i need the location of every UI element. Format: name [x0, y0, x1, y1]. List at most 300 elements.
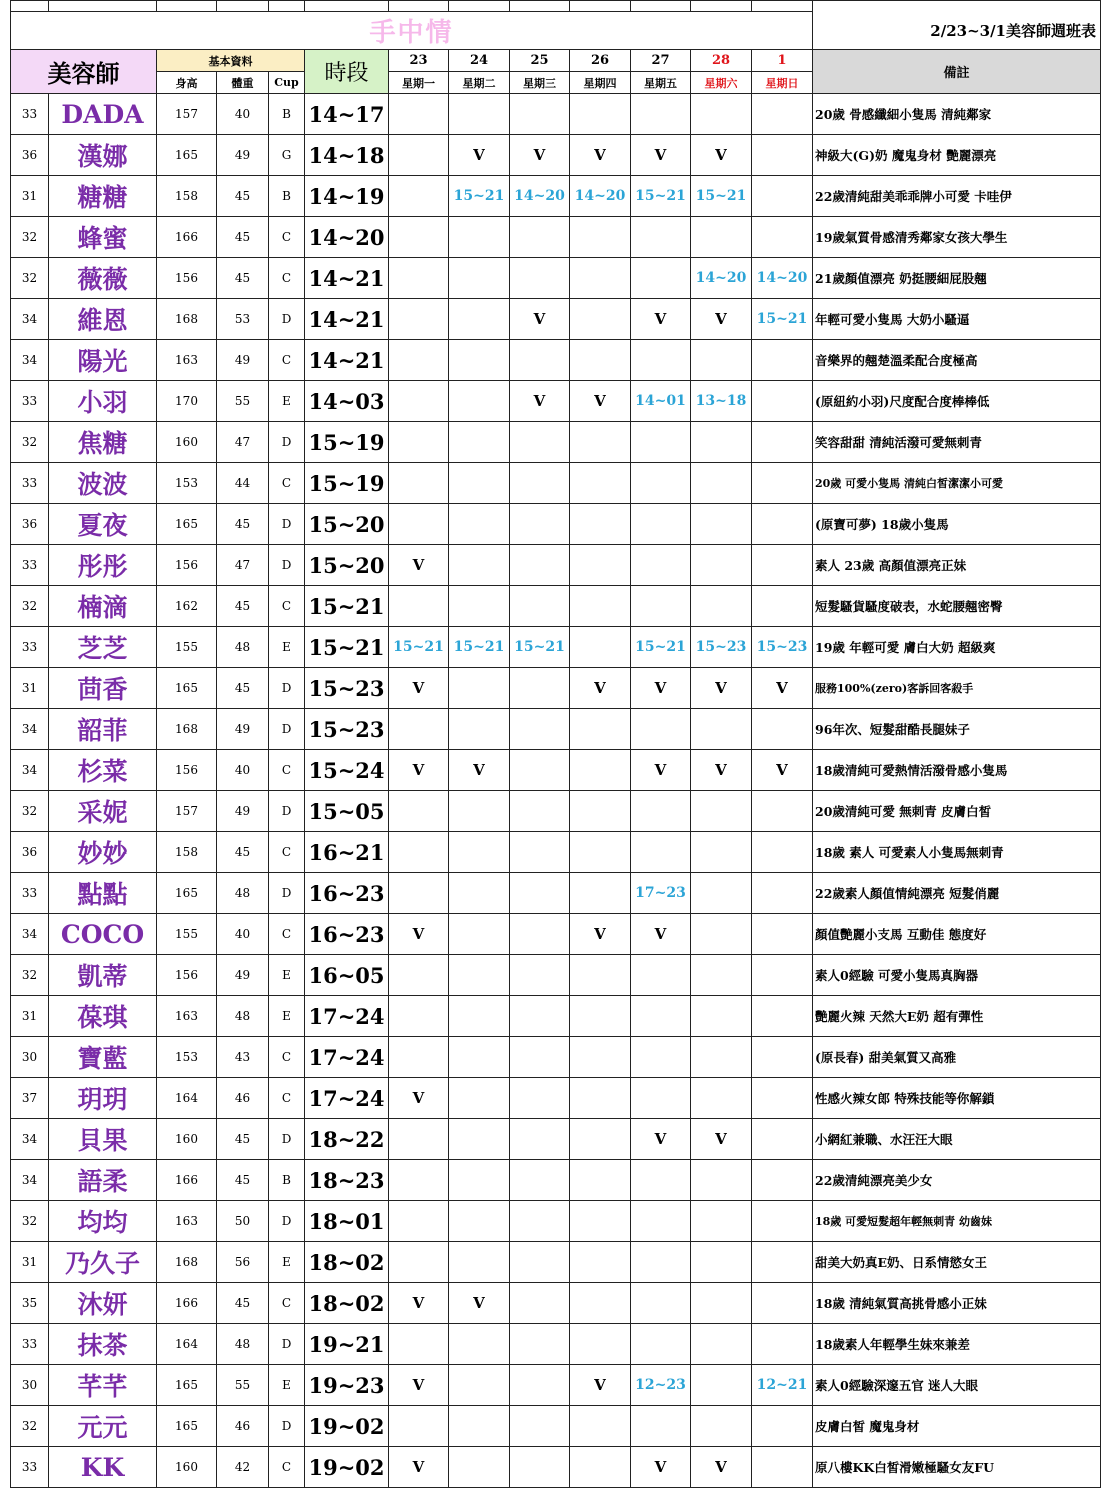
beautician-name: 波波 [49, 463, 157, 504]
weight-cell: 43 [217, 1037, 269, 1078]
time-slot-cell: 15~20 [305, 545, 389, 586]
shift-cell: V [752, 668, 813, 709]
shift-cell [449, 258, 510, 299]
note-cell: 22歲素人顏值情純漂亮 短髮俏麗 [813, 873, 1101, 914]
shift-cell [631, 709, 691, 750]
shift-cell [570, 1283, 631, 1324]
weight-cell: 42 [217, 1447, 269, 1488]
age-cell: 36 [11, 504, 49, 545]
cup-cell: C [269, 1283, 305, 1324]
shift-cell [691, 791, 752, 832]
shift-cell [752, 1037, 813, 1078]
weight-cell: 48 [217, 627, 269, 668]
height-cell: 160 [157, 1119, 217, 1160]
shift-cell [510, 586, 570, 627]
beautician-name: 元元 [49, 1406, 157, 1447]
age-cell: 35 [11, 1283, 49, 1324]
cup-cell: D [269, 504, 305, 545]
weight-cell: 55 [217, 1365, 269, 1406]
table-row [11, 996, 1101, 1037]
time-slot-cell: 16~21 [305, 832, 389, 873]
shift-cell [691, 1037, 752, 1078]
weekday-header: 星期一 [389, 72, 449, 94]
age-cell: 32 [11, 1201, 49, 1242]
weight-cell: 45 [217, 504, 269, 545]
height-cell: 155 [157, 914, 217, 955]
shift-cell [752, 217, 813, 258]
shift-cell [449, 873, 510, 914]
note-cell: 21歲顏值漂亮 奶挺腰細屁股翹 [813, 258, 1101, 299]
shift-cell [389, 1324, 449, 1365]
age-cell: 37 [11, 1078, 49, 1119]
age-cell: 33 [11, 1324, 49, 1365]
note-cell: (原長春) 甜美氣質又高雅 [813, 1037, 1101, 1078]
shift-cell [389, 873, 449, 914]
time-slot-cell: 15~23 [305, 668, 389, 709]
beautician-name: 沐妍 [49, 1283, 157, 1324]
time-slot-cell: 18~02 [305, 1242, 389, 1283]
shift-cell: 15~21 [631, 627, 691, 668]
beautician-name: 彤彤 [49, 545, 157, 586]
note-cell: 甜美大奶真E奶、日系情慾女王 [813, 1242, 1101, 1283]
table-row [11, 791, 1101, 832]
height-cell: 156 [157, 545, 217, 586]
title-row [11, 12, 1101, 50]
height-cell: 158 [157, 176, 217, 217]
shift-cell: V [389, 750, 449, 791]
weight-cell: 53 [217, 299, 269, 340]
shift-cell: 15~21 [631, 176, 691, 217]
height-cell: 156 [157, 955, 217, 996]
shift-cell: V [691, 1119, 752, 1160]
shift-cell [449, 422, 510, 463]
shift-cell: 13~18 [691, 381, 752, 422]
shift-cell [631, 1406, 691, 1447]
shift-cell: V [631, 668, 691, 709]
shift-cell [510, 1078, 570, 1119]
shift-cell [570, 94, 631, 135]
shift-cell [631, 955, 691, 996]
weight-cell: 50 [217, 1201, 269, 1242]
shift-cell [389, 996, 449, 1037]
shift-cell: V [389, 1447, 449, 1488]
note-cell: 素人0經驗 可愛小隻馬真胸器 [813, 955, 1101, 996]
shift-cell [389, 135, 449, 176]
table-row [11, 217, 1101, 258]
date-header: 28 [691, 50, 752, 72]
note-cell: 艷麗火辣 天然大E奶 超有彈性 [813, 996, 1101, 1037]
shift-cell [510, 1365, 570, 1406]
weight-cell: 47 [217, 422, 269, 463]
shift-cell: 15~21 [510, 627, 570, 668]
weight-cell: 46 [217, 1406, 269, 1447]
shift-cell [752, 996, 813, 1037]
shift-cell [389, 1119, 449, 1160]
shift-cell [389, 1406, 449, 1447]
shift-cell: 14~20 [752, 258, 813, 299]
shift-cell [510, 1283, 570, 1324]
cup-cell: B [269, 1160, 305, 1201]
cup-cell: G [269, 135, 305, 176]
shift-cell [631, 340, 691, 381]
height-cell: 165 [157, 504, 217, 545]
shift-cell: V [510, 135, 570, 176]
cup-cell: B [269, 94, 305, 135]
height-cell: 160 [157, 1447, 217, 1488]
height-cell: 165 [157, 668, 217, 709]
shift-cell: 15~21 [691, 176, 752, 217]
shift-cell [570, 340, 631, 381]
time-slot-cell: 14~18 [305, 135, 389, 176]
cup-cell: D [269, 873, 305, 914]
shift-cell: V [389, 1365, 449, 1406]
shift-cell: 14~20 [691, 258, 752, 299]
shift-cell [570, 1447, 631, 1488]
shift-cell: 15~21 [449, 627, 510, 668]
cup-cell: C [269, 1447, 305, 1488]
weekday-header: 星期日 [752, 72, 813, 94]
shift-cell [449, 299, 510, 340]
cup-cell: C [269, 258, 305, 299]
shift-cell [691, 955, 752, 996]
height-cell: 166 [157, 1283, 217, 1324]
note-cell: 22歲清純甜美乖乖牌小可愛 卡哇伊 [813, 176, 1101, 217]
shift-cell [691, 873, 752, 914]
height-cell: 170 [157, 381, 217, 422]
weight-cell: 48 [217, 873, 269, 914]
weight-header: 體重 [217, 72, 269, 94]
note-cell: 22歲清純漂亮美少女 [813, 1160, 1101, 1201]
note-cell: 18歲 素人 可愛素人小隻馬無刺青 [813, 832, 1101, 873]
weight-cell: 56 [217, 1242, 269, 1283]
notes-header: 備註 [813, 50, 1101, 94]
shift-cell: V [389, 545, 449, 586]
table-row [11, 1201, 1101, 1242]
beautician-name: 妙妙 [49, 832, 157, 873]
shift-cell [752, 1119, 813, 1160]
shift-cell [389, 1037, 449, 1078]
weight-cell: 47 [217, 545, 269, 586]
height-cell: 163 [157, 340, 217, 381]
shift-cell [570, 422, 631, 463]
age-cell: 32 [11, 422, 49, 463]
age-cell: 33 [11, 94, 49, 135]
height-cell: 168 [157, 299, 217, 340]
note-cell: 小網紅兼職、水汪汪大眼 [813, 1119, 1101, 1160]
note-cell: 音樂界的翹楚溫柔配合度極高 [813, 340, 1101, 381]
age-cell: 33 [11, 545, 49, 586]
note-cell: 短髮騷貨騷度破表，水蛇腰翹密臀 [813, 586, 1101, 627]
note-cell: 19歲氣質骨感清秀鄰家女孩大學生 [813, 217, 1101, 258]
beautician-name: 薇薇 [49, 258, 157, 299]
age-cell: 30 [11, 1037, 49, 1078]
table-row [11, 709, 1101, 750]
shift-cell [510, 955, 570, 996]
shift-cell [570, 832, 631, 873]
shift-cell: 14~20 [510, 176, 570, 217]
shift-cell: V [691, 135, 752, 176]
shift-cell [510, 1447, 570, 1488]
shift-cell: V [691, 668, 752, 709]
time-slot-cell: 19~21 [305, 1324, 389, 1365]
cup-cell: E [269, 381, 305, 422]
shift-cell [691, 217, 752, 258]
weight-cell: 45 [217, 586, 269, 627]
cup-cell: D [269, 709, 305, 750]
shift-cell [691, 463, 752, 504]
shift-cell [449, 1365, 510, 1406]
age-cell: 33 [11, 627, 49, 668]
shift-cell [570, 258, 631, 299]
date-header: 1 [752, 50, 813, 72]
cup-cell: D [269, 1201, 305, 1242]
header-row-1 [11, 50, 1101, 72]
shift-cell [449, 504, 510, 545]
beautician-name: 焦糖 [49, 422, 157, 463]
shift-cell: V [691, 299, 752, 340]
time-slot-cell: 15~20 [305, 504, 389, 545]
weight-cell: 45 [217, 1283, 269, 1324]
time-slot-cell: 14~21 [305, 340, 389, 381]
age-cell: 33 [11, 873, 49, 914]
table-row [11, 627, 1101, 668]
shift-cell [570, 463, 631, 504]
shift-cell [631, 422, 691, 463]
cup-cell: C [269, 340, 305, 381]
cup-cell: D [269, 791, 305, 832]
beautician-name: 韶菲 [49, 709, 157, 750]
note-cell: (原紐約小羽)尺度配合度棒棒低 [813, 381, 1101, 422]
shift-cell [691, 1242, 752, 1283]
shift-cell [449, 1078, 510, 1119]
shift-cell [510, 914, 570, 955]
note-cell: 18歲 清純氣質高挑骨感小正妹 [813, 1283, 1101, 1324]
shift-cell: V [570, 668, 631, 709]
shift-cell [631, 1037, 691, 1078]
beautician-name: 采妮 [49, 791, 157, 832]
shift-cell [449, 1201, 510, 1242]
cup-cell: E [269, 1242, 305, 1283]
cup-cell: E [269, 627, 305, 668]
time-slot-cell: 18~02 [305, 1283, 389, 1324]
time-slot-cell: 16~23 [305, 914, 389, 955]
weight-cell: 48 [217, 996, 269, 1037]
shift-cell [570, 1160, 631, 1201]
shift-cell [449, 1406, 510, 1447]
shift-cell [752, 545, 813, 586]
shift-cell: V [570, 1365, 631, 1406]
note-cell: 顏值艷麗小支馬 互動佳 態度好 [813, 914, 1101, 955]
age-cell: 36 [11, 832, 49, 873]
height-cell: 157 [157, 791, 217, 832]
shift-cell [691, 1324, 752, 1365]
note-cell: 20歲清純可愛 無刺青 皮膚白皙 [813, 791, 1101, 832]
shift-cell [631, 94, 691, 135]
shift-cell [691, 340, 752, 381]
shift-cell [510, 545, 570, 586]
weekday-header: 星期四 [570, 72, 631, 94]
shift-cell [752, 463, 813, 504]
shift-cell [631, 1201, 691, 1242]
height-cell: 153 [157, 463, 217, 504]
shift-cell [752, 1201, 813, 1242]
shift-cell [389, 1160, 449, 1201]
height-cell: 168 [157, 1242, 217, 1283]
table-row [11, 873, 1101, 914]
cup-cell: D [269, 299, 305, 340]
shift-cell [752, 873, 813, 914]
shift-cell [570, 1201, 631, 1242]
shift-cell: 15~21 [389, 627, 449, 668]
age-cell: 34 [11, 1119, 49, 1160]
shift-cell [752, 1447, 813, 1488]
shift-cell [389, 955, 449, 996]
shift-cell [570, 791, 631, 832]
table-row [11, 955, 1101, 996]
shift-cell [510, 422, 570, 463]
age-cell: 32 [11, 258, 49, 299]
beautician-name: 糖糖 [49, 176, 157, 217]
shift-cell: V [631, 1119, 691, 1160]
shift-cell [570, 217, 631, 258]
shift-cell: V [631, 135, 691, 176]
beautician-name: 杉菜 [49, 750, 157, 791]
shift-cell [510, 463, 570, 504]
cup-header: Cup [269, 72, 305, 94]
shift-cell [691, 914, 752, 955]
time-slot-cell: 14~20 [305, 217, 389, 258]
height-header: 身高 [157, 72, 217, 94]
weight-cell: 40 [217, 94, 269, 135]
shift-cell [510, 873, 570, 914]
age-cell: 32 [11, 1406, 49, 1447]
shift-cell [752, 709, 813, 750]
shift-cell [510, 1242, 570, 1283]
height-cell: 165 [157, 873, 217, 914]
shift-cell [449, 832, 510, 873]
shift-cell [752, 832, 813, 873]
shift-cell [691, 94, 752, 135]
shift-cell [389, 422, 449, 463]
shift-cell [449, 1119, 510, 1160]
date-header: 26 [570, 50, 631, 72]
shift-cell [510, 217, 570, 258]
shift-cell: V [389, 668, 449, 709]
note-cell: 服務100%(zero)客訴回客殺手 [813, 668, 1101, 709]
shift-cell: 14~20 [570, 176, 631, 217]
age-cell: 32 [11, 791, 49, 832]
sheet-title: 手中情 [11, 12, 813, 50]
shift-cell: V [631, 750, 691, 791]
age-cell: 32 [11, 586, 49, 627]
height-cell: 156 [157, 258, 217, 299]
table-row [11, 1078, 1101, 1119]
shift-cell: V [691, 1447, 752, 1488]
cup-cell: D [269, 545, 305, 586]
shift-cell [510, 832, 570, 873]
shift-cell [389, 176, 449, 217]
shift-cell: V [631, 1447, 691, 1488]
age-cell: 33 [11, 463, 49, 504]
table-row [11, 504, 1101, 545]
shift-cell: V [510, 299, 570, 340]
beautician-name: 寶藍 [49, 1037, 157, 1078]
shift-cell [570, 1078, 631, 1119]
shift-cell [752, 1242, 813, 1283]
shift-cell [389, 258, 449, 299]
height-cell: 155 [157, 627, 217, 668]
shift-cell: V [449, 1283, 510, 1324]
weight-cell: 49 [217, 135, 269, 176]
shift-cell [389, 299, 449, 340]
shift-cell [449, 791, 510, 832]
shift-cell [691, 709, 752, 750]
time-slot-cell: 15~21 [305, 627, 389, 668]
beautician-name: KK [49, 1447, 157, 1488]
time-slot-cell: 19~02 [305, 1447, 389, 1488]
shift-cell [449, 94, 510, 135]
shift-cell [691, 1406, 752, 1447]
shift-cell [449, 1324, 510, 1365]
table-row [11, 258, 1101, 299]
weight-cell: 45 [217, 176, 269, 217]
shift-cell [570, 504, 631, 545]
height-cell: 166 [157, 217, 217, 258]
beautician-name: 乃久子 [49, 1242, 157, 1283]
shift-cell [510, 1037, 570, 1078]
shift-cell [752, 381, 813, 422]
schedule-table [10, 0, 1101, 1488]
shift-cell [752, 1160, 813, 1201]
shift-cell [752, 1283, 813, 1324]
shift-cell [389, 381, 449, 422]
height-cell: 165 [157, 135, 217, 176]
height-cell: 165 [157, 1365, 217, 1406]
time-slot-cell: 14~21 [305, 299, 389, 340]
note-cell: 年輕可愛小隻馬 大奶小騷逼 [813, 299, 1101, 340]
height-cell: 165 [157, 1406, 217, 1447]
table-row [11, 1160, 1101, 1201]
week-label: 2/23~3/1美容師週班表 [813, 12, 1101, 50]
cup-cell: C [269, 832, 305, 873]
age-cell: 31 [11, 176, 49, 217]
table-row [11, 381, 1101, 422]
time-slot-cell: 15~21 [305, 586, 389, 627]
shift-cell [510, 1406, 570, 1447]
shift-cell [631, 545, 691, 586]
beautician-name: 語柔 [49, 1160, 157, 1201]
cup-cell: C [269, 750, 305, 791]
table-row [11, 832, 1101, 873]
top-grid-row [11, 1, 1101, 12]
shift-cell [570, 627, 631, 668]
shift-cell [752, 422, 813, 463]
shift-cell [631, 791, 691, 832]
shift-cell [449, 996, 510, 1037]
age-cell: 34 [11, 914, 49, 955]
table-row [11, 299, 1101, 340]
shift-cell [691, 1078, 752, 1119]
cup-cell: E [269, 955, 305, 996]
note-cell: 18歲清純可愛熱情活潑骨感小隻馬 [813, 750, 1101, 791]
table-row [11, 914, 1101, 955]
shift-cell [449, 1037, 510, 1078]
time-slot-cell: 19~23 [305, 1365, 389, 1406]
note-cell: 性感火辣女郎 特殊技能等你解鎖 [813, 1078, 1101, 1119]
shift-cell [389, 217, 449, 258]
height-cell: 164 [157, 1324, 217, 1365]
weight-cell: 55 [217, 381, 269, 422]
